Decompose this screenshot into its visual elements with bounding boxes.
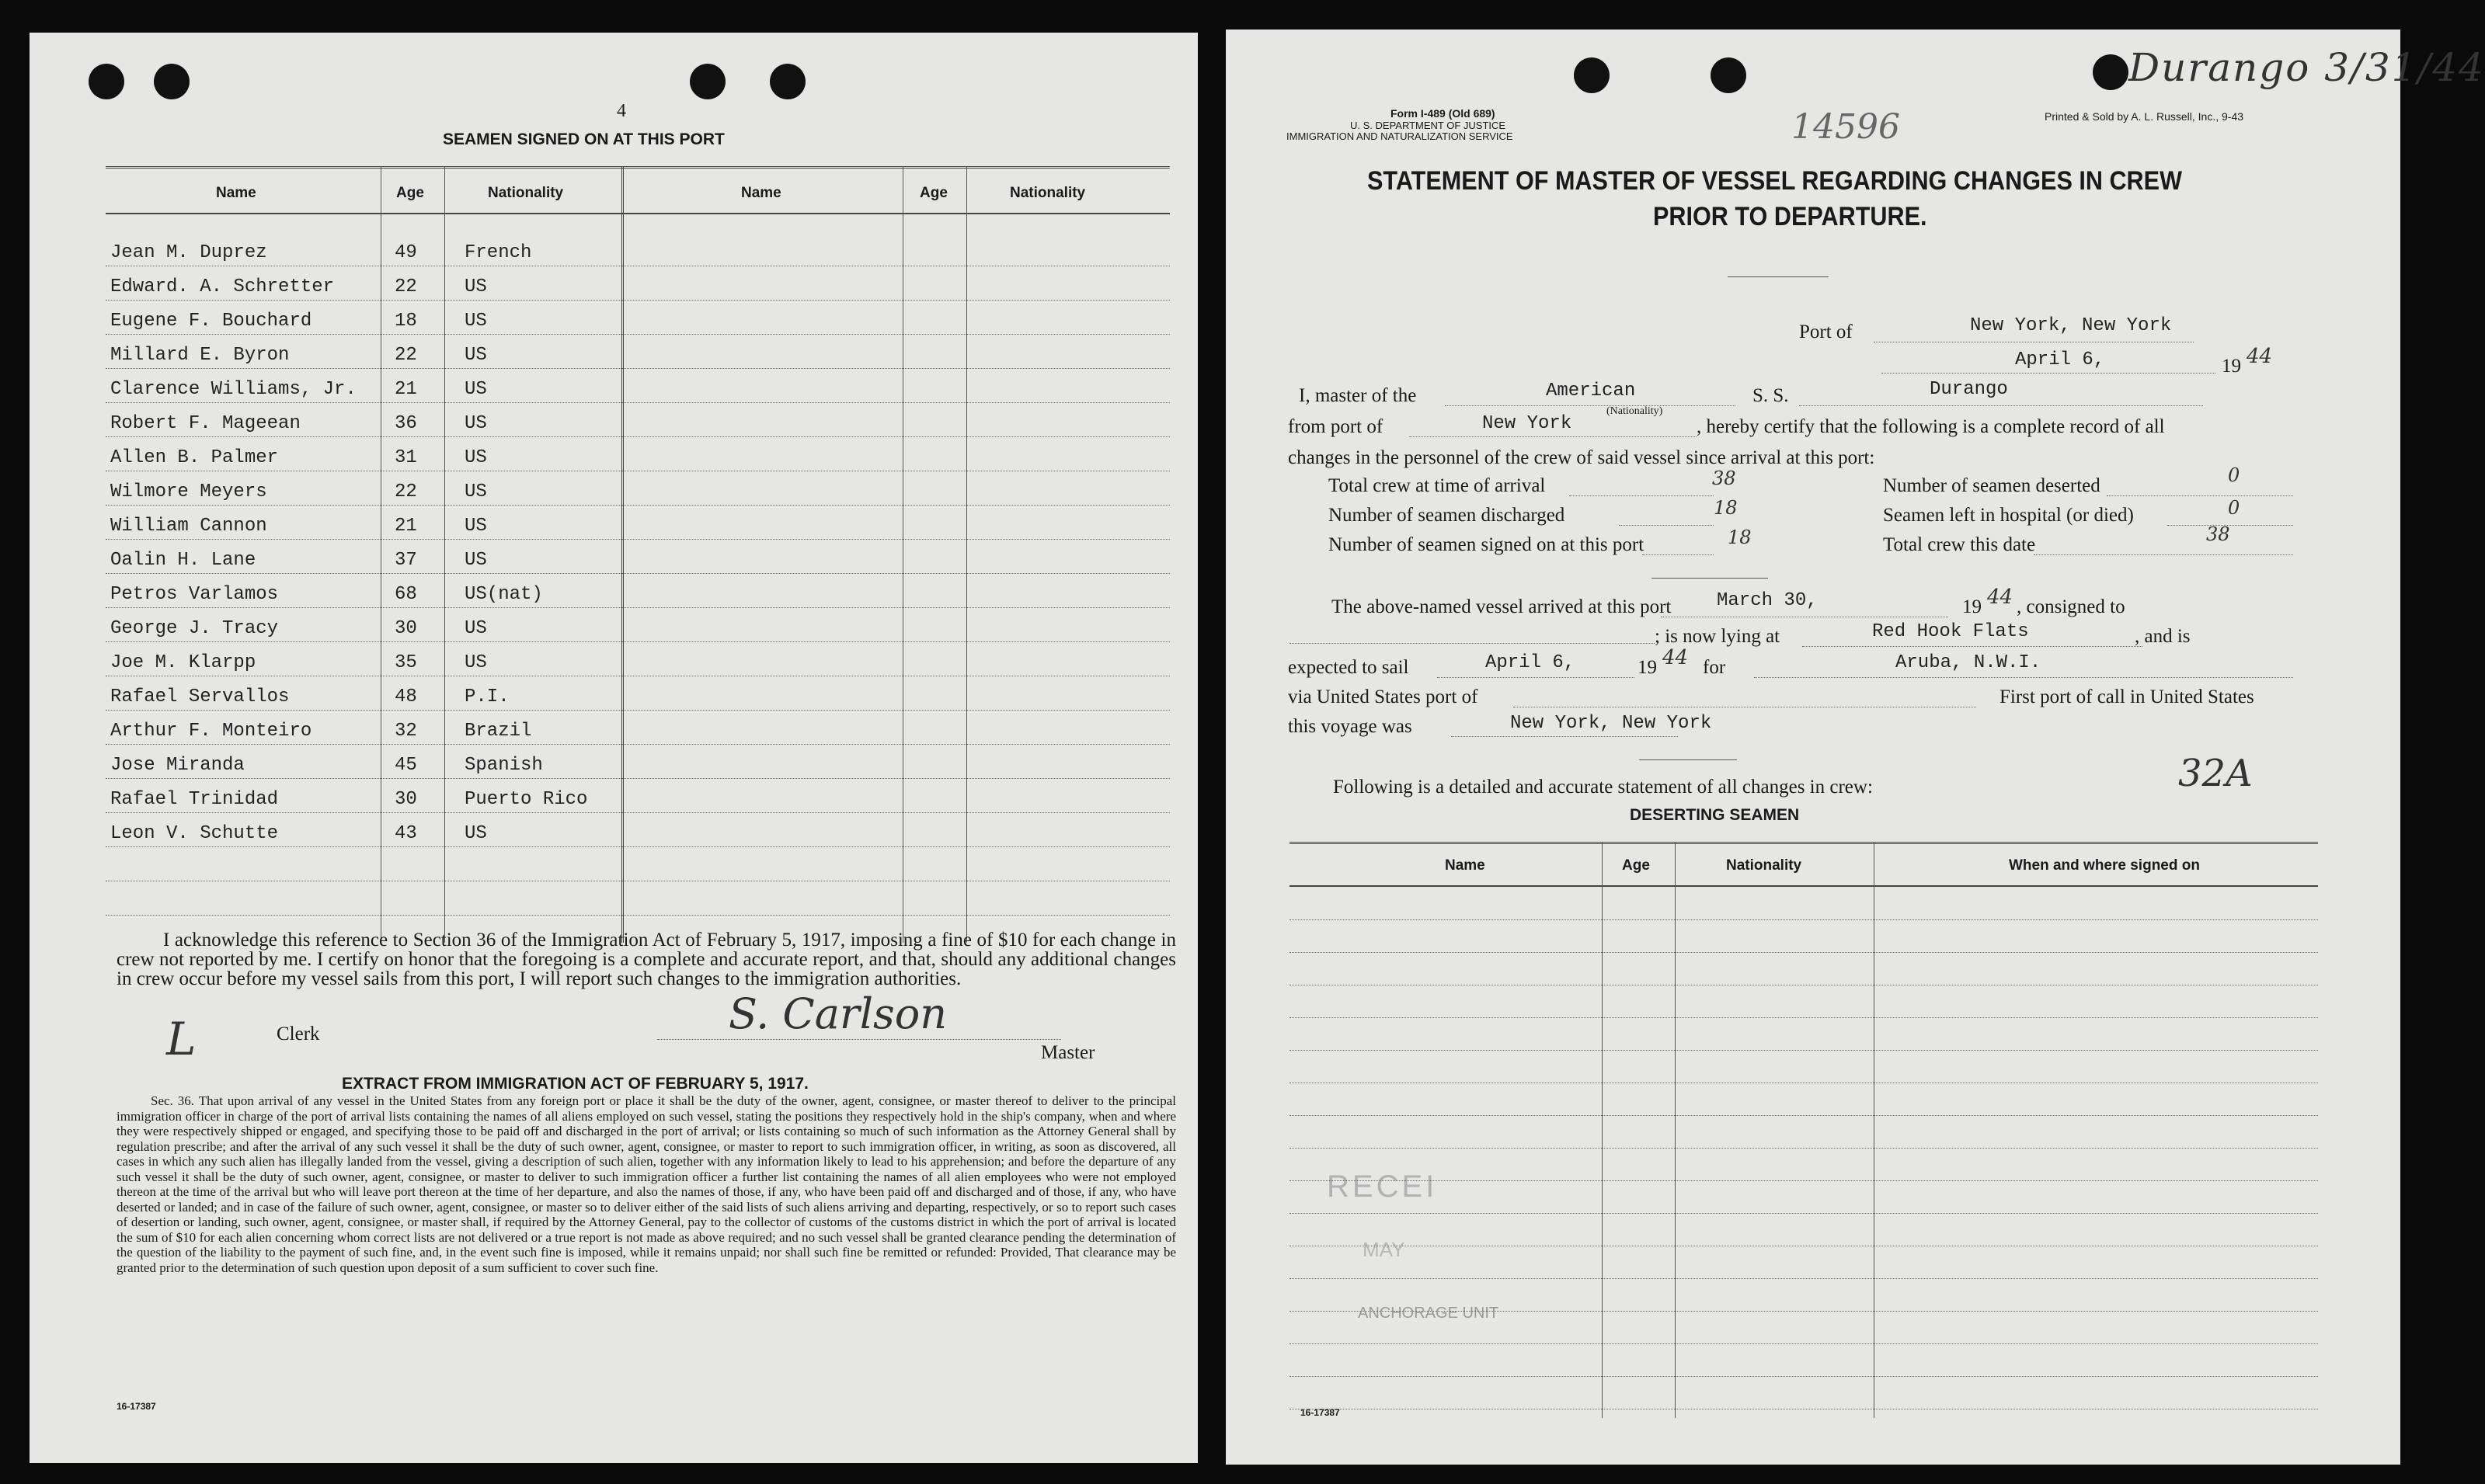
via-label: via United States port of bbox=[1288, 686, 1478, 707]
row-rule bbox=[106, 505, 1170, 506]
seaman-age: 22 bbox=[395, 481, 417, 502]
seaman-age: 49 bbox=[395, 242, 417, 263]
field-line bbox=[2107, 495, 2293, 496]
from-port-label: from port of bbox=[1288, 416, 1383, 437]
seaman-nationality: P.I. bbox=[465, 686, 510, 707]
column-header-age-2: Age bbox=[920, 185, 948, 201]
seaman-name: Wilmore Meyers bbox=[110, 481, 267, 502]
deserted-label: Number of seamen deserted bbox=[1883, 475, 2100, 496]
clerk-initial: L bbox=[166, 1013, 197, 1065]
deserting-row-rule bbox=[1289, 919, 2318, 920]
seaman-nationality: US bbox=[465, 447, 487, 468]
handwritten-reference: 32A bbox=[2178, 752, 2253, 795]
seaman-name: Edward. A. Schretter bbox=[110, 276, 335, 297]
form-number: Form I-489 (Old 689) bbox=[1390, 107, 1495, 120]
seaman-age: 31 bbox=[395, 447, 417, 468]
row-rule bbox=[106, 846, 1170, 847]
extract-text: Sec. 36. That upon arrival of any vessel in the United States from any foreign port or place it shall be the duty of the owner, agent, consignee, or master thereof to deliver to the principal immigration officer in charge of the port of arrival lists containing the names of all aliens employed on such vessel, stating the positions they respectively hold in the ship's company, when and where they were respectively shipped or engaged, and specifying those to be paid off and discharged in the port of arrival; or lists containing so much of such information as the Attorney General shall by regulation prescribe; and after the arrival of any such vessel it shall be the duty of such owner, agent, consignee, or master to report to such immigration officer, in writing, as soon as discovered, all cases in which any such alien has illegally landed from the vessel, giving a description of such alien, together with any information likely to lead to his apprehension; and before the departure of any such vessel it shall be the duty of such owner, agent, consignee, or master to deliver to such immigration officer a further list containing the names of all alien employees who were not employed thereon at the time of the arrival but who will leave port thereon at the time of her departure, and also the names of those, if any, who have been paid off and discharged and of those, if any, who have deserted or landed; and in case of the failure of such owner, agent, consignee, or master so to deliver either of the said lists of such aliens arriving and departing, respectively, or so to report such cases of desertion or landing, such owner, agent, consignee, or master shall, if required by the Attorney General, pay to the collector of customs of the customs district in which the port of arrival is located the sum of $10 for each alien concerning whom correct lists are not delivered or a true report is not made as above required; and no such vessel shall be granted clearance pending the determination of the question of the liability to the payment of such fine, and, in the event such fine is imposed, while it remains unpaid; nor shall such fine be remitted or refunded: Provided, That clearance may be granted prior to the determination of such question upon deposit of a sum sufficient to cover such fine. bbox=[117, 1093, 1176, 1275]
seaman-nationality: US bbox=[465, 481, 487, 502]
seaman-age: 35 bbox=[395, 652, 417, 673]
seaman-nationality: US bbox=[465, 379, 487, 400]
deserting-column-when-where: When and where signed on bbox=[2009, 857, 2200, 874]
clerk-label: Clerk bbox=[277, 1024, 320, 1044]
section-rule bbox=[1639, 759, 1737, 760]
and-is-label: , and is bbox=[2135, 626, 2191, 647]
signed-on-value: 18 bbox=[1728, 527, 1752, 548]
table-top-rule bbox=[106, 166, 1170, 169]
arrived-year-prefix: 19 bbox=[1962, 596, 1982, 617]
deserting-row-rule bbox=[1289, 1311, 2318, 1312]
expected-label: expected to sail bbox=[1288, 657, 1409, 678]
deserting-table-header-rule bbox=[1289, 885, 2318, 887]
column-rule bbox=[444, 166, 445, 943]
printer-note: Printed & Sold by A. L. Russell, Inc., 9-43 bbox=[2045, 110, 2244, 123]
seaman-age: 30 bbox=[395, 789, 417, 810]
seaman-name: Leon V. Schutte bbox=[110, 823, 279, 844]
master-signature: S. Carlson bbox=[729, 989, 947, 1038]
seaman-name: Arthur F. Monteiro bbox=[110, 721, 312, 742]
service: IMMIGRATION AND NATURALIZATION SERVICE bbox=[1286, 130, 1513, 142]
seaman-name: Jose Miranda bbox=[110, 755, 245, 776]
nationality-field-line bbox=[1445, 405, 1735, 406]
master-of-label: I, master of the bbox=[1299, 385, 1417, 406]
binder-hole bbox=[1574, 57, 1610, 93]
from-port-field-line bbox=[1409, 436, 1697, 437]
department: U. S. DEPARTMENT OF JUSTICE bbox=[1350, 120, 1506, 131]
unit-stamp: ANCHORAGE UNIT bbox=[1358, 1305, 1499, 1322]
binder-hole bbox=[690, 64, 726, 99]
deserting-row-rule bbox=[1289, 1343, 2318, 1344]
deserting-column-name: Name bbox=[1445, 857, 1485, 874]
field-line bbox=[1642, 554, 1714, 555]
from-port-value: New York bbox=[1482, 413, 1572, 434]
nationality-caption: (Nationality) bbox=[1606, 405, 1663, 417]
handwritten-corner-note: Durango 3/31/44 bbox=[2128, 45, 2485, 90]
extract-title: EXTRACT FROM IMMIGRATION ACT OF FEBRUARY 5, 1917. bbox=[342, 1075, 809, 1093]
field-line bbox=[1437, 677, 1634, 678]
seaman-nationality: US bbox=[465, 652, 487, 673]
lying-value: Red Hook Flats bbox=[1872, 621, 2029, 642]
column-rule bbox=[1602, 842, 1603, 1418]
certify-text: , hereby certify that the following is a complete record of all bbox=[1697, 416, 2165, 437]
row-rule bbox=[106, 710, 1170, 711]
year-value: 44 bbox=[2247, 345, 2273, 368]
seaman-nationality: French bbox=[465, 242, 532, 263]
row-rule bbox=[106, 436, 1170, 437]
deserting-table-top bbox=[1289, 842, 2318, 844]
changes-text: changes in the personnel of the crew of said vessel since arrival at this port: bbox=[1288, 447, 1875, 468]
for-label: for bbox=[1703, 657, 1726, 678]
binder-hole bbox=[770, 64, 806, 99]
row-rule bbox=[106, 402, 1170, 403]
field-line bbox=[2167, 525, 2293, 526]
seaman-name: Oalin H. Lane bbox=[110, 550, 256, 571]
date-value: April 6, bbox=[2015, 349, 2105, 370]
binder-hole bbox=[1711, 57, 1746, 93]
column-rule bbox=[966, 166, 967, 943]
row-rule bbox=[106, 539, 1170, 540]
seaman-age: 36 bbox=[395, 413, 417, 434]
seaman-name: Rafael Servallos bbox=[110, 686, 290, 707]
deserting-row-rule bbox=[1289, 1180, 2318, 1181]
left-page bbox=[30, 33, 1198, 1463]
field-line bbox=[2034, 554, 2293, 555]
binder-hole bbox=[89, 64, 124, 99]
row-rule bbox=[106, 641, 1170, 642]
deserting-row-rule bbox=[1289, 1115, 2318, 1116]
form-title-line2: PRIOR TO DEPARTURE. bbox=[1653, 202, 1927, 231]
total-crew-arrival-value: 38 bbox=[1712, 467, 1736, 489]
field-line bbox=[1754, 677, 2293, 678]
ship-name: Durango bbox=[1930, 379, 2008, 400]
master-signature-line bbox=[657, 1039, 1061, 1040]
column-header-age: Age bbox=[396, 185, 424, 201]
seaman-nationality: US bbox=[465, 516, 487, 537]
row-rule bbox=[106, 300, 1170, 301]
left-page-title: SEAMEN SIGNED ON AT THIS PORT bbox=[443, 130, 725, 148]
consigned-label: , consigned to bbox=[2017, 596, 2125, 617]
seaman-name: Eugene F. Bouchard bbox=[110, 311, 312, 332]
form-code: 16-17387 bbox=[117, 1401, 156, 1412]
seaman-nationality: Spanish bbox=[465, 755, 543, 776]
voyage-value: New York, New York bbox=[1510, 713, 1712, 734]
binder-hole bbox=[2093, 54, 2128, 90]
seaman-nationality: US bbox=[465, 823, 487, 844]
seaman-nationality: US bbox=[465, 413, 487, 434]
field-line bbox=[1619, 525, 1714, 526]
column-header-nationality-2: Nationality bbox=[1010, 185, 1086, 201]
column-header-nationality: Nationality bbox=[488, 185, 564, 201]
seaman-name: George J. Tracy bbox=[110, 618, 279, 639]
seaman-name: Joe M. Klarpp bbox=[110, 652, 256, 673]
seaman-age: 21 bbox=[395, 379, 417, 400]
column-header-name-2: Name bbox=[741, 185, 781, 201]
port-value: New York, New York bbox=[1970, 315, 2172, 336]
row-rule bbox=[106, 812, 1170, 813]
seaman-name: Rafael Trinidad bbox=[110, 789, 279, 810]
seaman-age: 43 bbox=[395, 823, 417, 844]
row-rule bbox=[106, 744, 1170, 745]
seaman-age: 48 bbox=[395, 686, 417, 707]
ship-field-line bbox=[1799, 405, 2203, 406]
deserted-value: 0 bbox=[2228, 464, 2240, 486]
master-label: Master bbox=[1041, 1042, 1095, 1063]
date-stamp: MAY bbox=[1363, 1238, 1405, 1261]
title-rule bbox=[1728, 276, 1829, 277]
seaman-age: 18 bbox=[395, 311, 417, 332]
hospital-value: 0 bbox=[2228, 497, 2240, 519]
seaman-name: Clarence Williams, Jr. bbox=[110, 379, 357, 400]
seaman-age: 68 bbox=[395, 584, 417, 605]
port-label: Port of bbox=[1799, 321, 1853, 342]
seaman-name: Petros Varlamos bbox=[110, 584, 279, 605]
arrived-date: March 30, bbox=[1717, 590, 1818, 611]
seaman-age: 37 bbox=[395, 550, 417, 571]
total-crew-value: 38 bbox=[2206, 523, 2230, 545]
deserting-row-rule bbox=[1289, 1050, 2318, 1051]
deserting-column-nationality: Nationality bbox=[1726, 857, 1802, 874]
total-crew-label: Total crew this date bbox=[1883, 534, 2036, 555]
seaman-nationality: US bbox=[465, 550, 487, 571]
lying-label: ; is now lying at bbox=[1655, 626, 1780, 647]
handwritten-file-number: 14596 bbox=[1791, 107, 1900, 147]
seaman-nationality: US bbox=[465, 311, 487, 332]
discharged-label: Number of seamen discharged bbox=[1328, 505, 1565, 526]
deserting-column-age: Age bbox=[1622, 857, 1650, 874]
voyage-label: this voyage was bbox=[1288, 716, 1412, 737]
first-port-label: First port of call in United States bbox=[1999, 686, 2254, 707]
signed-on-label: Number of seamen signed on at this port bbox=[1328, 534, 1644, 555]
seaman-name: Allen B. Palmer bbox=[110, 447, 279, 468]
arrived-year: 44 bbox=[1987, 586, 2013, 609]
seaman-age: 30 bbox=[395, 618, 417, 639]
deserting-row-rule bbox=[1289, 952, 2318, 953]
seaman-name: Millard E. Byron bbox=[110, 345, 290, 366]
row-rule bbox=[106, 334, 1170, 335]
seaman-name: Robert F. Mageean bbox=[110, 413, 301, 434]
following-label: Following is a detailed and accurate statement of all changes in crew: bbox=[1333, 777, 1873, 798]
field-line bbox=[1569, 495, 1714, 496]
binder-hole bbox=[154, 64, 190, 99]
row-rule bbox=[106, 607, 1170, 608]
acknowledgment-text: I acknowledge this reference to Section 36 of the Immigration Act of February 5, 1917, imposing a fine of $10 for each change in crew not reported by me. I certify on honor that the foregoing is a complete and accurate report, and that, should any additional changes in crew occur before my vessel sails from this port, I will report such changes to the immigration authorities. bbox=[117, 930, 1176, 989]
total-crew-arrival-label: Total crew at time of arrival bbox=[1328, 475, 1546, 496]
page-number: 4 bbox=[617, 101, 626, 121]
hospital-label: Seamen left in hospital (or died) bbox=[1883, 505, 2134, 526]
deserting-row-rule bbox=[1289, 1017, 2318, 1018]
row-rule bbox=[106, 915, 1170, 916]
form-code: 16-17387 bbox=[1300, 1407, 1340, 1418]
deserting-row-rule bbox=[1289, 1376, 2318, 1377]
date-field-line bbox=[1881, 373, 2215, 374]
seaman-age: 32 bbox=[395, 721, 417, 742]
section-rule bbox=[1651, 578, 1768, 579]
sail-date: April 6, bbox=[1485, 652, 1575, 673]
seaman-name: Jean M. Duprez bbox=[110, 242, 267, 263]
right-page bbox=[1226, 30, 2485, 1465]
seaman-nationality: US bbox=[465, 618, 487, 639]
seaman-name: William Cannon bbox=[110, 516, 267, 537]
year-prefix: 19 bbox=[2222, 356, 2241, 377]
consignee-field-line bbox=[1289, 643, 1655, 644]
column-rule bbox=[621, 166, 624, 943]
seaman-age: 22 bbox=[395, 276, 417, 297]
ss-label: S. S. bbox=[1752, 385, 1789, 406]
sail-year: 44 bbox=[1662, 646, 1689, 669]
seaman-nationality: US bbox=[465, 345, 487, 366]
seaman-nationality: Brazil bbox=[465, 721, 532, 742]
seaman-nationality: US(nat) bbox=[465, 584, 543, 605]
column-header-name: Name bbox=[216, 185, 256, 201]
row-rule bbox=[106, 778, 1170, 779]
destination: Aruba, N.W.I. bbox=[1895, 652, 2041, 673]
received-stamp: RECEI bbox=[1327, 1169, 1438, 1204]
row-rule bbox=[106, 573, 1170, 574]
field-line bbox=[1802, 646, 2142, 647]
arrived-label: The above-named vessel arrived at this port bbox=[1331, 596, 1672, 617]
seaman-nationality: US bbox=[465, 276, 487, 297]
deserting-row-rule bbox=[1289, 1278, 2318, 1279]
seaman-nationality: Puerto Rico bbox=[465, 789, 588, 810]
seaman-age: 22 bbox=[395, 345, 417, 366]
deserting-row-rule bbox=[1289, 1148, 2318, 1149]
deserting-row-rule bbox=[1289, 1213, 2318, 1214]
field-line bbox=[1451, 736, 1678, 737]
table-header-rule bbox=[106, 213, 1170, 214]
seaman-age: 21 bbox=[395, 516, 417, 537]
discharged-value: 18 bbox=[1714, 497, 1738, 519]
seaman-age: 45 bbox=[395, 755, 417, 776]
form-title-line1: STATEMENT OF MASTER OF VESSEL REGARDING CHANGES IN CREW bbox=[1367, 166, 2182, 196]
nationality-value: American bbox=[1546, 381, 1636, 401]
deserting-title: DESERTING SEAMEN bbox=[1630, 806, 1800, 824]
row-rule bbox=[106, 368, 1170, 369]
sail-year-prefix: 19 bbox=[1638, 657, 1657, 678]
column-rule bbox=[1675, 842, 1676, 1418]
